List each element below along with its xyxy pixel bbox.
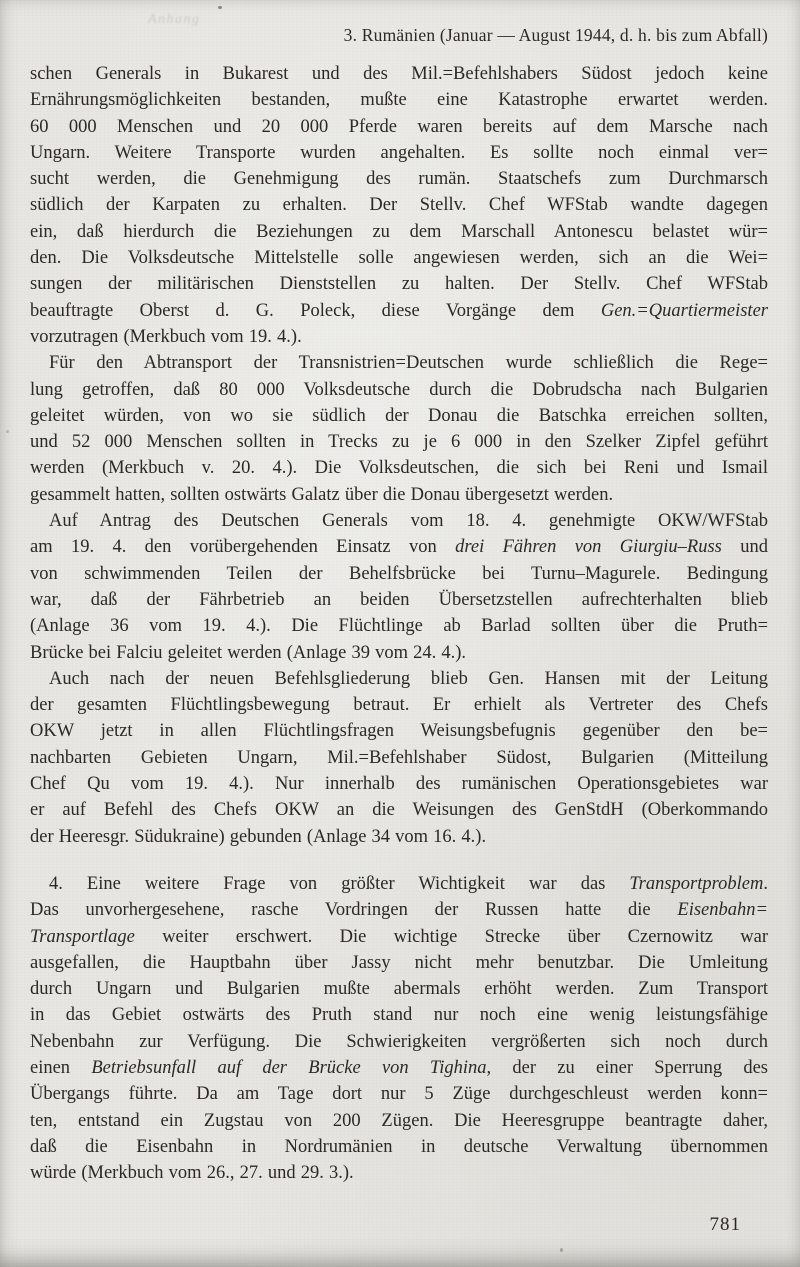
italic-text-run: Transportlage — [30, 926, 135, 947]
text-line — [30, 824, 768, 850]
italic-text-run: drei Fähren von Giurgiu–Russ — [455, 537, 722, 558]
text-run: . — [763, 873, 768, 894]
text-line — [30, 482, 768, 508]
text-run: war, daß der Fährbetrieb an beiden Übersetzstellen aufrechterhalten blieb — [30, 589, 768, 610]
text-run: 4. Eine weitere Frage von größter Wichtigkeit war das — [49, 873, 630, 894]
text-run: von schwimmenden Teilen der Behelfsbrücke bei Turnu–Magurele. Bedingung — [30, 563, 768, 584]
text-line — [30, 1029, 768, 1055]
text-run: geleitet würden, von wo sie südlich der Donau die Batschka erreichen sollten, — [30, 405, 768, 426]
text-line — [30, 771, 768, 797]
italic-text-run: Betriebsunfall auf der Brücke von Tighina — [91, 1057, 487, 1078]
text-run: (Anlage 36 vom 19. 4.). Die Flüchtlinge ab Barlad sollten über die Pruth= — [30, 616, 768, 637]
text-run: schen Generals in Bukarest und des Mil.=Befehlshabers Südost jedoch keine — [30, 64, 768, 84]
text-line — [30, 455, 768, 481]
text-run: südlich der Karpaten zu erhalten. Der Stellv. Chef WFStab wandte dagegen — [30, 195, 768, 216]
text-run: OKW jetzt in allen Flüchtlingsfragen Weisungsbefugnis gegenüber den be= — [30, 721, 768, 742]
text-line — [30, 61, 768, 87]
text-run: Brücke bei Falciu geleitet werden (Anlage 39 vom 24. 4.). — [30, 642, 467, 663]
text-run: nachbarten Gebieten Ungarn, Mil.=Befehlshaber Südost, Bulgarien (Mitteilung — [30, 747, 768, 768]
text-run: sungen der militärischen Dienststellen zu halten. Der Stellv. Chef WFStab — [30, 274, 768, 295]
text-run: am 19. 4. den vorübergehenden Einsatz von — [30, 537, 456, 558]
text-line — [30, 587, 768, 613]
text-run: ausgefallen, die Hauptbahn über Jassy nicht mehr benutzbar. Die Umleitung — [30, 952, 768, 973]
text-line — [30, 1055, 768, 1081]
paragraph — [30, 61, 768, 350]
text-run: Chef Qu vom 19. 4.). Nur innerhalb des rumänischen Operationsgebietes war — [30, 774, 768, 795]
text-line — [30, 192, 768, 218]
text-run: ten, entstand ein Zugstau von 200 Zügen. Die Heeresgruppe beantragte daher, — [30, 1110, 768, 1131]
text-run: Auch nach der neuen Befehlsgliederung blieb Gen. Hansen mit der Leitung — [49, 668, 768, 689]
text-line — [30, 324, 768, 350]
bleedthrough-text: Anhang — [148, 12, 201, 27]
text-line — [30, 897, 768, 923]
text-line — [30, 745, 768, 771]
italic-text-run: Eisenbahn= — [677, 900, 768, 921]
text-line — [30, 403, 768, 429]
italic-text-run: Gen.=Quartiermeister — [600, 300, 768, 321]
text-line — [30, 924, 768, 950]
text-line — [30, 245, 768, 271]
text-run: würde (Merkbuch vom 26., 27. und 29. 3.). — [30, 1163, 354, 1184]
text-run: lung getroffen, daß 80 000 Volksdeutsche durch die Dobrudscha nach Bulgarien — [30, 379, 768, 400]
text-line — [30, 561, 768, 587]
text-line — [30, 534, 768, 560]
paragraph — [30, 666, 768, 850]
text-run: Ungarn. Weitere Transporte wurden angehalten. Es sollte noch einmal ver= — [30, 142, 768, 163]
running-header: 3. Rumänien (Januar — August 1944, d. h. bis zum Abfall) — [343, 25, 768, 45]
text-line — [30, 976, 768, 1002]
text-line — [30, 219, 768, 245]
text-run: vorzutragen (Merkbuch vom 19. 4.). — [30, 326, 302, 347]
text-line — [30, 1002, 768, 1028]
text-run: 60 000 Menschen und 20 000 Pferde waren bereits auf dem Marsche nach — [30, 116, 768, 137]
text-run: den. Die Volksdeutsche Mittelstelle solle angewiesen werden, sich an die Wei= — [30, 248, 768, 269]
text-line — [30, 1108, 768, 1134]
text-line — [30, 87, 768, 113]
text-run: gesammelt hatten, sollten ostwärts Galatz über die Donau übergesetzt werden. — [30, 484, 614, 505]
text-line — [30, 166, 768, 192]
scan-speck — [218, 6, 222, 9]
text-line — [30, 797, 768, 823]
text-line — [30, 350, 768, 376]
text-run: Das unvorhergesehene, rasche Vordringen der Russen hatte die — [30, 900, 678, 921]
page-number: 781 — [709, 1214, 741, 1235]
italic-text-run: Transportproblem — [629, 873, 764, 894]
text-line — [30, 871, 768, 897]
text-run: durch Ungarn und Bulgarien mußte abermals erhöht werden. Zum Transport — [30, 979, 768, 1000]
text-line — [30, 140, 768, 166]
text-run: Übergangs führte. Da am Tage dort nur 5 Züge durchgeschleust werden konn= — [30, 1084, 768, 1105]
text-run: Auf Antrag des Deutschen Generals vom 18. 4. genehmigte OKW/WFStab — [49, 511, 768, 532]
text-line — [30, 508, 768, 534]
text-run: ein, daß hierdurch die Beziehungen zu dem Marschall Antonescu belastet wür= — [30, 221, 768, 242]
paragraph — [30, 508, 768, 666]
text-run: in das Gebiet ostwärts des Pruth stand nur noch eine wenig leistungsfähige — [30, 1005, 768, 1026]
text-line — [30, 298, 768, 324]
text-run: , der zu einer Sperrung des — [486, 1057, 769, 1078]
text-line — [30, 1134, 768, 1160]
text-line — [30, 1160, 768, 1186]
text-line — [30, 692, 768, 718]
scan-speck — [6, 430, 9, 433]
text-line — [30, 613, 768, 639]
text-run: sucht werden, die Genehmigung des rumän. Staatschefs zum Durchmarsch — [30, 169, 768, 190]
paragraph — [30, 871, 768, 1187]
scan-speck — [560, 1248, 563, 1252]
text-line — [30, 271, 768, 297]
text-run: Ernährungsmöglichkeiten bestanden, mußte eine Katastrophe erwartet werden. — [30, 90, 768, 111]
text-run: weiter erschwert. Die wichtige Strecke über Czernowitz war — [134, 926, 768, 947]
text-run: und — [721, 537, 768, 558]
text-run: einen — [30, 1057, 92, 1078]
text-run: werden (Merkbuch v. 20. 4.). Die Volksdeutschen, die sich bei Reni und Ismail — [30, 458, 768, 479]
paragraph — [30, 350, 768, 508]
text-line — [30, 1081, 768, 1107]
text-run: der Heeresgr. Südukraine) gebunden (Anlage 34 vom 16. 4.). — [30, 826, 487, 847]
text-line — [30, 640, 768, 666]
text-run: daß die Eisenbahn in Nordrumänien in deutsche Verwaltung übernommen — [30, 1136, 768, 1157]
text-run: und 52 000 Menschen sollten in Trecks zu je 6 000 in den Szelker Zipfel geführt — [30, 432, 768, 453]
text-line — [30, 718, 768, 744]
text-line — [30, 377, 768, 403]
text-line — [30, 429, 768, 455]
text-line — [30, 114, 768, 140]
text-line — [30, 950, 768, 976]
text-run: der gesamten Flüchtlingsbewegung betraut. Er erhielt als Vertreter des Chefs — [30, 695, 768, 716]
text-run: Für den Abtransport der Transnistrien=Deutschen wurde schließlich die Rege= — [49, 353, 768, 374]
text-run: Nebenbahn zur Verfügung. Die Schwierigkeiten vergrößerten sich noch durch — [30, 1031, 768, 1052]
text-run: beauftragte Oberst d. G. Poleck, diese Vorgänge dem — [30, 300, 601, 321]
text-line — [30, 666, 768, 692]
text-run: er auf Befehl des Chefs OKW an die Weisungen des GenStdH (Oberkommando — [30, 800, 768, 821]
body-text — [30, 61, 768, 1186]
